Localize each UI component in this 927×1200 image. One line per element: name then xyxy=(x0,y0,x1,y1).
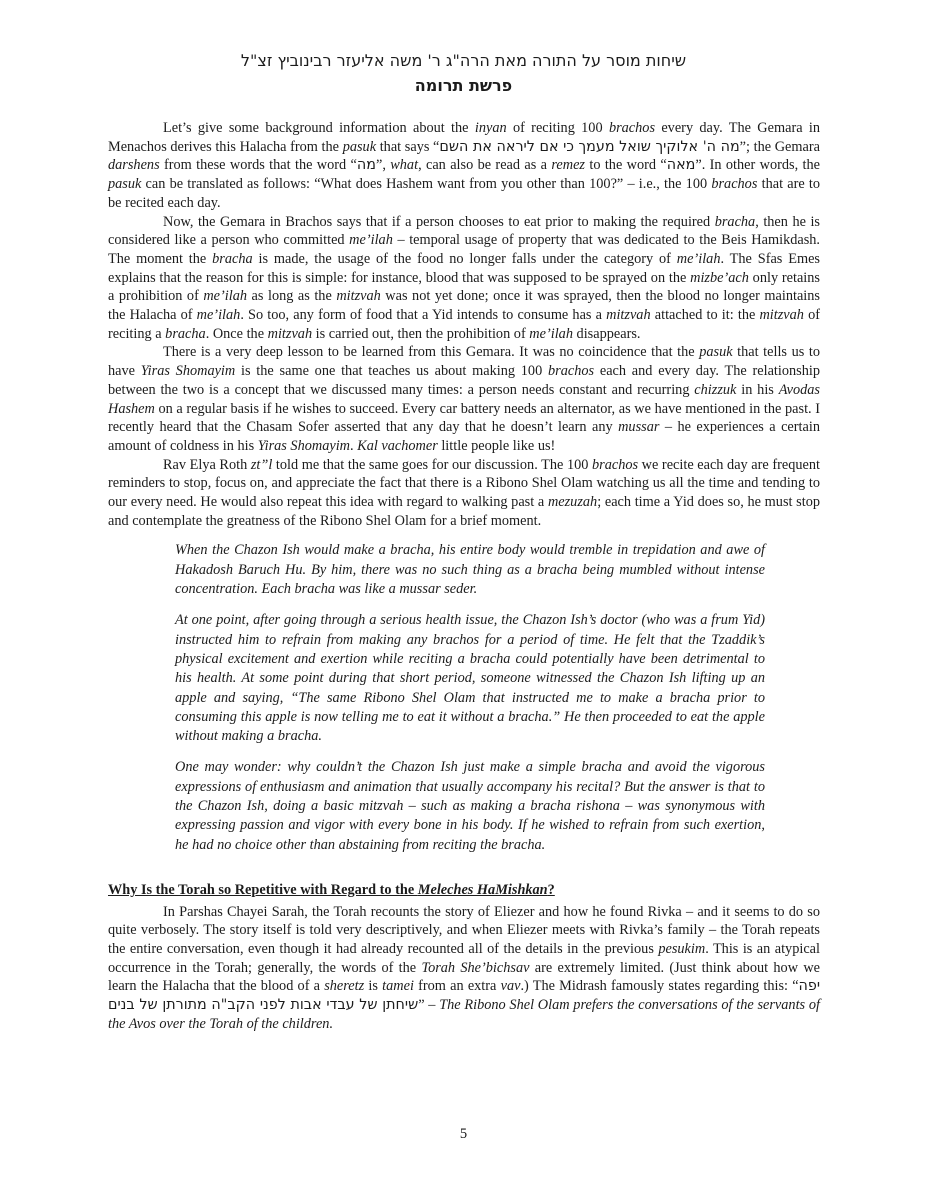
parsha-title-hebrew: פרשת תרומה xyxy=(414,76,513,95)
body-paragraph-4: Rav Elya Roth zt”l told me that the same goes for our discussion. The 100 brachos we recite each day are frequent reminders to stop, focus on, and appreciate the fact that there is a Ribono Shel Olam watching us all the time and tending to our every need. He would also repeat this idea with regard to walking past a mezuzah; each time a Yid does so, he must stop and contemplate the greatness of the Ribono Shel Olam for a brief moment. xyxy=(108,456,820,529)
block-quote-3: One may wonder: why couldn’t the Chazon Ish just make a simple bracha and avoid the vigorous expressions of enthusiasm and animation that usually accompany his recital? But the answer is that to the Chazon Ish, doing a basic mitzvah – such as making a bracha rishona – was synonymous with expressing passion and vigor with every bone in his body. If he wished to refrain from such exertion, he had no choice other than abstaining from reciting the bracha. xyxy=(175,759,765,853)
body-paragraph-3: There is a very deep lesson to be learned from this Gemara. It was no coincidence that the pasuk that tells us to have Yiras Shomayim is the same one that teaches us about making 100 brachos each and every day. The relationship between the two is a concept that we discussed many times: a person needs constant and recurring chizzuk in his Avodas Hashem on a regular basis if he wishes to succeed. Every car battery needs an alternator, as we have mentioned in the past. I recently heard that the Chasam Sofer asserted that any day that he doesn’t learn any mussar – he experiences a certain amount of coldness in his Yiras Shomayim. Kal vachomer little people like us! xyxy=(108,344,821,454)
document-title-hebrew: שיחות מוסר על התורה מאת הרה"ג ר' משה אליעזר רבינוביץ זצ"ל xyxy=(240,51,687,70)
page-footer xyxy=(0,1126,927,1143)
block-quote-group xyxy=(108,541,820,854)
page-header xyxy=(0,0,927,97)
document-body xyxy=(108,119,820,1034)
page-number: 5 xyxy=(459,1126,468,1142)
body-paragraph-5: In Parshas Chayei Sarah, the Torah recounts the story of Eliezer and how he found Rivka – and it seems to do so quite verbosely. The story itself is told very descriptively, and when Eliezer meets with Rivka’s family – the Torah repeats the entire conversation, even though it had already recounted all of the details in the previous pesukim. This is an atypical occurrence in the Torah; generally, the words of the Torah She’bichsav are extremely limited. (Just think about how we learn the Halacha that the blood of a sheretz is tamei from an extra vav.) The Midrash famously states regarding this: “יפה שיחתן של עבדי אבות לפני הקב"ה מתורתן של בנים” – The Ribono Shel Olam prefers the conversations of the servants of the Avos over the Torah of the children. xyxy=(108,903,821,1032)
body-paragraph-1: Let’s give some background information about the inyan of reciting 100 brachos every day. The Gemara in Menachos derives this Halacha from the pasuk that says “מה ה' אלוקיך שואל מעמך כי אם ליראה את השם”; the Gemara darshens from these words that the word “מה”, what, can also be read as a remez to the word “מאה”. In other words, the pasuk can be translated as follows: “What does Hashem want from you other than 100?” – i.e., the 100 brachos that are to be recited each day. xyxy=(108,120,820,211)
block-quote-1: When the Chazon Ish would make a bracha, his entire body would tremble in trepidation and awe of Hakadosh Baruch Hu. By him, there was no such thing as a bracha being mumbled without intense concentration. Each bracha was like a mussar seder. xyxy=(175,542,765,598)
block-quote-2: At one point, after going through a serious health issue, the Chazon Ish’s doctor (who was a frum Yid) instructed him to refrain from making any brachos for a period of time. He felt that the Tzaddik’s physical excitement and exertion while reciting a bracha could potentially have been detrimental to his health. At some point during that short period, someone witnessed the Chazon Ish lifting up an apple and saying, “The same Ribono Shel Olam that instructed me to make a bracha prior to consuming this apple is now telling me to eat it without a bracha.” He then proceeded to eat the apple without making a bracha. xyxy=(175,612,765,745)
section-heading: Why Is the Torah so Repetitive with Regard to the Meleches HaMishkan? xyxy=(108,881,555,898)
body-paragraph-2: Now, the Gemara in Brachos says that if a person chooses to eat prior to making the required bracha, then he is considered like a person who committed me’ilah – temporal usage of property that was dedicated to the Beis Hamikdash. The moment the bracha is made, the usage of the food no longer falls under the category of me’ilah. The Sfas Emes explains that the reason for this is simple: for instance, blood that was supposed to be sprayed on the mizbe’ach only retains a prohibition of me’ilah as long as the mitzvah was not yet done; once it was sprayed, then the blood no longer maintains the Halacha of me’ilah. So too, any form of food that a Yid intends to consume has a mitzvah attached to it: the mitzvah of reciting a bracha. Once the mitzvah is carried out, then the prohibition of me’ilah disappears. xyxy=(108,213,821,342)
